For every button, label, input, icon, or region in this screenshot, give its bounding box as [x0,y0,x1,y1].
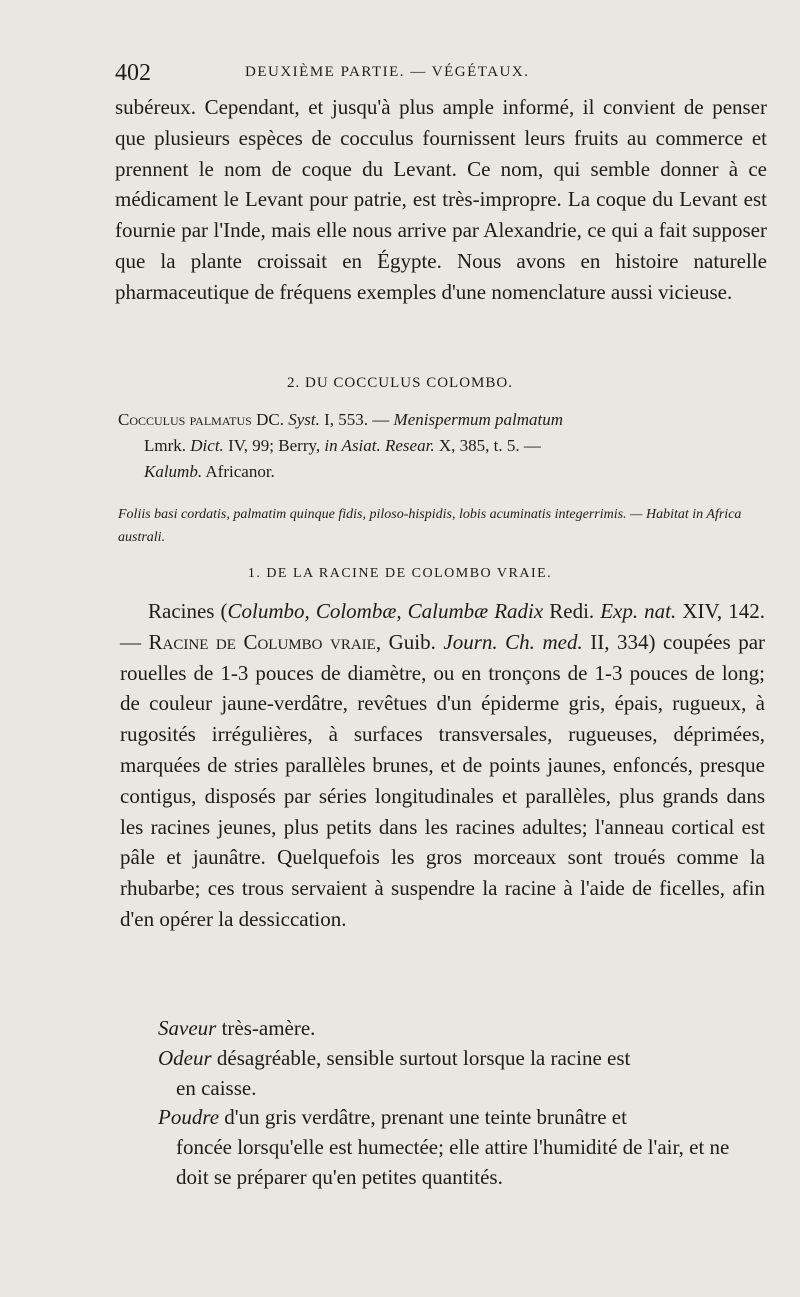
p2-racine-vraie: Racine de Columbo vraie [148,629,376,654]
ref-asiat: in Asiat. Resear. [324,436,435,455]
paragraph-coque-du-levant: subéreux. Cependant, et jusqu'à plus ample informé, il convient de penser que plusieurs espèces de cocculus fournissent leurs fruits au commerce et prennent le nom de coque du Levant. Ce nom, qui semble donner à ce médicament le Levant pour patrie, est très-impropre. La coque du Levant est fournie par l'Inde, mais elle nous arrive par Alexandrie, ce qui a fait supposer que la plante croissait en Égypte. Nous avons en histoire naturelle pharmaceutique de fréquens exemples d'une nomenclature aussi vicieuse. [115,95,767,304]
p2-radix: Columbo, Colombæ, Calumbæ Radix [227,599,544,623]
page-header [115,58,770,88]
property-poudre [158,1102,765,1192]
ref-part3: Lmrk. [144,436,191,455]
property-text: d'un gris verdâtre, prenant une teinte brunâtre et [219,1105,627,1129]
ref-line3 [118,462,275,481]
ref-part5: X, 385, t. 5. — [434,436,541,455]
property-text: désagréable, sensible surtout lorsque la racine est [211,1046,631,1070]
latin-description: Foliis basi cordatis, palmatim quinque fidis, piloso-hispidis, lobis acuminatis integerrimis. — Habitat in Africa australi. [118,507,742,545]
p2-g: , Guib. [375,629,444,654]
ref-part6: Africanor. [202,462,275,481]
property-saveur [158,1013,765,1043]
property-odeur [158,1043,765,1103]
p2-body: II, 334) coupées par rouelles de 1-3 pouces de diamètre, ou en tronçons de 1-3 pouces de long; de couleur jaune-verdâtre, revêtues d'un épiderme gris, épais, rugueux, à rugosités irrégulières, à surfaces transversales, rugueuses, déprimées, marquées de stries parallèles brunes, et de points jaunes, enfoncés, presque contigus, disposés par séries longitudinales et parallèles, plus grands dans les racines jeunes, plus petits dans les racines adultes; l'anneau cortical est pâle et jaunâtre. Quelquefois les gros morceaux sont troués comme la rhubarbe; ces trous servaient à suspendre la racine à l'aide de ficelles, afin d'en opérer la dessiccation. [120,629,766,931]
ref-kalumb: Kalumb. [144,462,203,481]
property-term: Saveur [158,1016,217,1040]
ref-part4: IV, 99; Berry, [223,436,325,455]
p2-journ: Journ. Ch. med. [443,629,583,654]
ref-part2: I, 553. — [319,410,394,429]
property-text-continued: foncée lorsqu'elle est humectée; elle attire l'humidité de l'air, et ne doit se préparer qu'en petites quantités. [176,1135,730,1189]
ref-dict: Dict. [190,436,224,455]
property-term: Odeur [158,1046,212,1070]
section-title: 2. DU COCCULUS COLOMBO. [287,375,513,391]
ref-part1: DC. [251,410,289,429]
p2-c: Redi. [543,599,601,623]
property-term: Poudre [158,1105,220,1129]
ref-syst: Syst. [288,410,320,429]
ref-line2 [118,436,541,455]
paragraph-racine-colombo [120,596,765,935]
property-text: très-amère. [216,1016,316,1040]
subsection-title: 1. DE LA RACINE DE COLOMBO VRAIE. [247,566,553,581]
page-number: 402 [115,60,151,86]
running-title: DEUXIÈME PARTIE. — VÉGÉTAUX. [245,64,530,80]
p2-exp-nat: Exp. nat. [600,599,677,623]
ref-genus: Cocculus palmatus [118,410,252,429]
p2-e: XIV, 142. — [120,599,765,654]
p2-a: Racines ( [148,599,228,623]
ref-menispermum: Menispermum palmatum [393,410,564,429]
botanical-reference [118,407,768,485]
property-text-continued: en caisse. [176,1076,257,1100]
